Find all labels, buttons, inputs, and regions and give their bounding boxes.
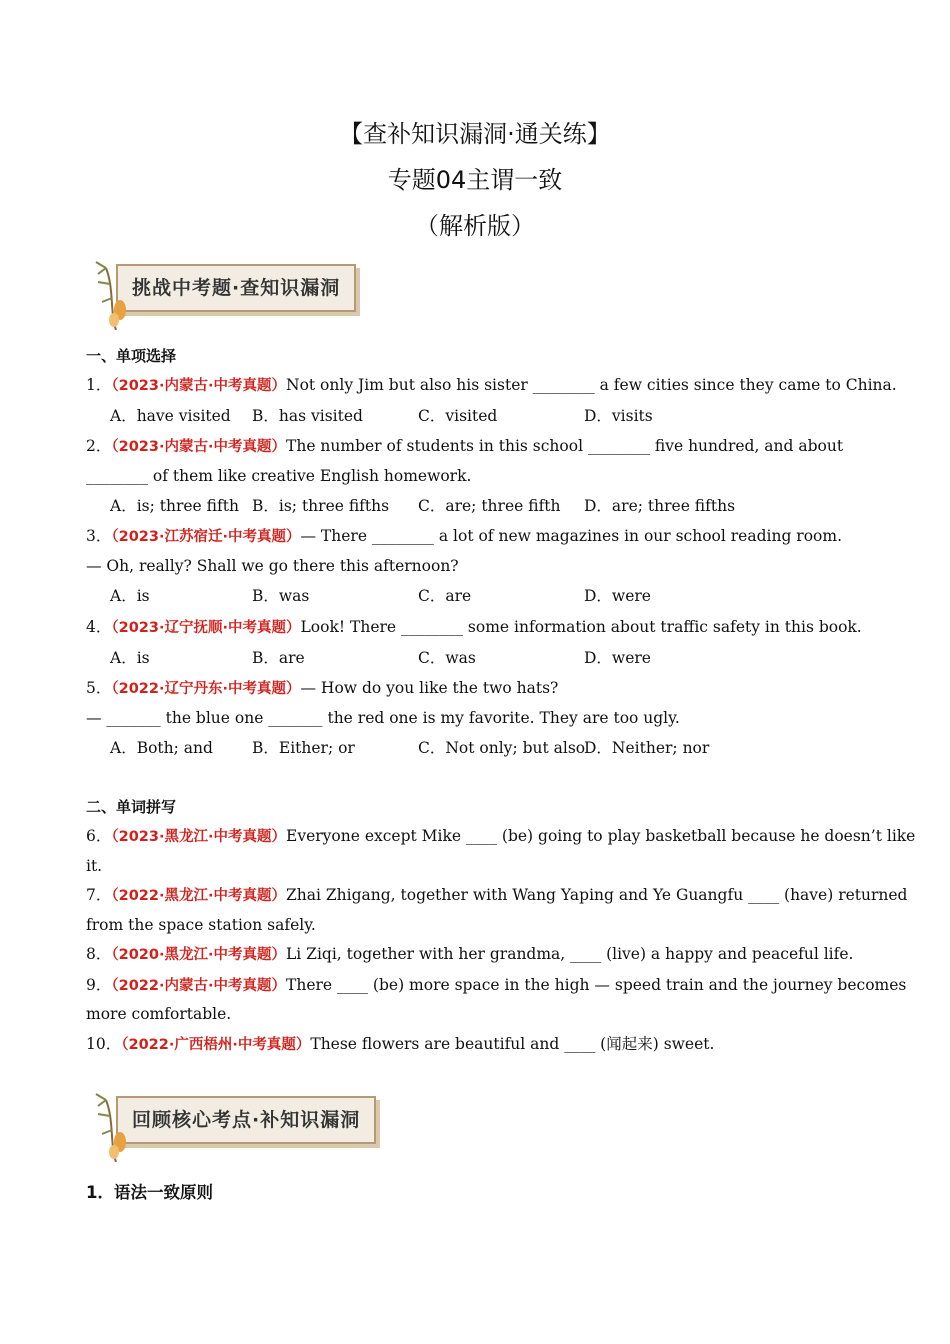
main-title: 【查补知识漏洞·通关练】 xyxy=(339,120,611,148)
banner-label: 回顾核心考点·补知识漏洞 xyxy=(132,1109,361,1131)
option-d: D．visits xyxy=(584,407,653,425)
edition-subtitle: （解析版） xyxy=(415,212,535,240)
question-6-cont: it. xyxy=(86,857,103,875)
review-banner xyxy=(88,1090,418,1160)
question-9-cont: more comfortable. xyxy=(86,1005,232,1023)
option-c: C．Not only; but also xyxy=(418,739,586,757)
challenge-banner xyxy=(88,258,418,328)
option-b: B．has visited xyxy=(252,407,363,425)
question-6: 6．（2023·黑龙江·中考真题）Everyone except Mike ____ (be) going to play basketball because he doesn’t like xyxy=(86,827,916,845)
section-heading: 一、单项选择 xyxy=(86,347,177,365)
option-a: A．have visited xyxy=(110,407,231,425)
question-5-cont: — _______ the blue one _______ the red one is my favorite. They are too ugly. xyxy=(86,709,680,727)
question-10: 10．（2022·广西梧州·中考真题）These flowers are beautiful and ____ (闻起来) sweet. xyxy=(86,1035,715,1053)
question-2-cont: ________ of them like creative English homework. xyxy=(86,467,472,485)
option-d: D．are; three fifths xyxy=(584,497,736,515)
option-c: C．are xyxy=(418,587,472,605)
option-d: D．were xyxy=(584,649,651,667)
question-2: 2．（2023·内蒙古·中考真题）The number of students in this school ________ five hundred, and about xyxy=(86,437,844,455)
question-4: 4．（2023·辽宁抚顺·中考真题）Look! There ________ some information about traffic safety in this book. xyxy=(86,618,862,636)
plant-ornament-icon xyxy=(88,1090,138,1165)
question-8: 8．（2020·黑龙江·中考真题）Li Ziqi, together with her grandma, ____ (live) a happy and peaceful life. xyxy=(86,945,854,963)
option-b: B．was xyxy=(252,587,310,605)
option-c: C．was xyxy=(418,649,476,667)
option-c: C．are; three fifth xyxy=(418,497,561,515)
question-9: 9．（2022·内蒙古·中考真题）There ____ (be) more space in the high — speed train and the journey becomes xyxy=(86,976,907,994)
question-5: 5．（2022·辽宁丹东·中考真题）— How do you like the two hats? xyxy=(86,679,559,697)
question-3: 3．（2023·江苏宿迁·中考真题）— There ________ a lot of new magazines in our school reading room. xyxy=(86,527,842,545)
plant-ornament-icon xyxy=(88,258,138,333)
option-a: A．Both; and xyxy=(110,739,213,757)
question-1: 1．（2023·内蒙古·中考真题）Not only Jim but also his sister ________ a few cities since they came to China. xyxy=(86,376,897,394)
question-3-cont: — Oh, really? Shall we go there this afternoon? xyxy=(86,557,459,575)
option-b: B．Either; or xyxy=(252,739,355,757)
banner-label: 挑战中考题·查知识漏洞 xyxy=(132,277,341,299)
topic-title: 专题04主谓一致 xyxy=(387,166,563,194)
option-d: D．were xyxy=(584,587,651,605)
option-a: A．is xyxy=(110,587,150,605)
option-a: A．is xyxy=(110,649,150,667)
section-heading: 二、单词拼写 xyxy=(86,798,177,816)
question-7: 7．（2022·黑龙江·中考真题）Zhai Zhigang, together with Wang Yaping and Ye Guangfu ____ (have) returned xyxy=(86,886,908,904)
option-b: B．is; three fifths xyxy=(252,497,390,515)
question-7-cont: from the space station safely. xyxy=(86,916,316,934)
point-heading: 1．语法一致原则 xyxy=(86,1183,213,1202)
option-d: D．Neither; nor xyxy=(584,739,710,757)
option-a: A．is; three fifth xyxy=(110,497,239,515)
option-c: C．visited xyxy=(418,407,498,425)
option-b: B．are xyxy=(252,649,305,667)
